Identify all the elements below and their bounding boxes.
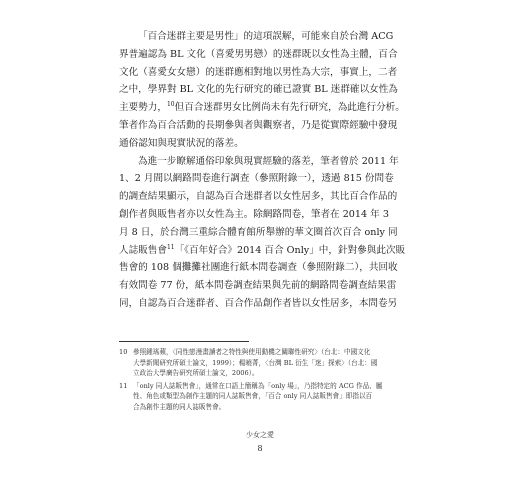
footnote-divider <box>119 341 249 342</box>
body-text <box>119 28 406 313</box>
footnote-text: 參照鍾瑤蘋，〈同性戀漫畫讀者之特性與使用動機之關聯性研究〉（台北：中國文化 <box>133 348 371 356</box>
footnotes <box>119 347 401 415</box>
text-line: 界普遍認為 BL 文化（喜愛男男戀）的迷群既以女性為主體，百合 <box>119 48 398 60</box>
footnote-11 <box>119 381 401 413</box>
paragraph-1 <box>119 28 405 153</box>
running-footer-title: 少女之愛 <box>246 431 274 439</box>
footnote-ref-10: 10 <box>166 101 175 108</box>
text-line: 月 8 日，於台灣三重綜合體育館所舉辦的華文圈首次百合 only 同 <box>119 226 398 238</box>
text-line <box>119 242 406 260</box>
text-line: 的調查結果顯示，自認為百合迷群者以女性居多，其比百合作品的 <box>119 191 398 203</box>
footnote-line: 立政治大學廣告研究所碩士論文，2006）。 <box>133 369 259 378</box>
text-line: 售會的 108 個攤攤社團進行紙本問卷調查（參照附錄二），共回收 <box>119 262 398 274</box>
footnote-line: 合為創作主題的同人誌販售會。 <box>133 402 226 411</box>
text-line: 通俗認知與現實狀況的落差。 <box>119 137 244 149</box>
text-line: 筆者作為百合活動的長期參與者與觀察者，乃是從實際經驗中發現 <box>119 119 398 131</box>
text-segment: 人誌販售會 <box>119 244 167 256</box>
footnote-number: 10 <box>119 348 128 356</box>
text-segment: 主要勢力， <box>119 102 167 114</box>
footnote-10 <box>119 347 401 379</box>
text-line: 同，自認為百合迷群者、百合作品創作者皆以女性居多，本問卷另 <box>119 297 398 309</box>
text-segment: 但百合迷群男女比例尚未有先行研究，為此進行分析。 <box>174 102 405 114</box>
text-line: 創作者與販售者亦以女性為主。除網路問卷，筆者在 2014 年 3 <box>119 208 389 220</box>
text-line: 之中，學界對 BL 文化的先行研究的確已證實 BL 迷群確以女性為 <box>119 84 398 96</box>
text-line: 「百合迷群主要是男性」的這項誤解，可能來自於台灣 ACG <box>138 31 394 42</box>
text-line: 文化（喜愛女女戀）的迷群應相對地以男性為大宗，事實上，二者 <box>119 66 398 78</box>
footnote-ref-11: 11 <box>166 243 175 251</box>
page-number: 8 <box>257 444 263 453</box>
text-line <box>119 99 405 117</box>
footnote-line <box>119 381 401 392</box>
footnote-line: 性、角色或類型為創作主題的同人誌販售會，「百合 only 同人誌販售會」即指以百 <box>133 392 373 401</box>
text-segment: 「《百年好合》2014 百合 Only」中，針對參與此次販 <box>174 244 406 256</box>
footnote-number: 11 <box>119 381 128 390</box>
footnote-line: 大學新聞研究所碩士論文，1999）；楊曉菁，〈台灣 BL 衍生「迷」探索〉（台北：國 <box>133 358 378 367</box>
paragraph-2 <box>119 153 406 313</box>
footnote-line <box>119 347 401 358</box>
footnote-text: 「only 同人誌販售會」，通常在口語上簡稱為「only 場」，乃指特定的 ACG 作品、屬 <box>133 381 383 390</box>
text-line: 1、2 月間以網路問卷進行調查（參照附錄一），透過 815 份問卷 <box>119 173 394 185</box>
text-line: 為進一步瞭解通俗印象與現實經驗的落差，筆者曾於 2011 年 <box>138 155 399 167</box>
text-line: 有效問卷 77 份，紙本問卷調查結果與先前的網路問卷調查結果雷 <box>119 280 397 292</box>
